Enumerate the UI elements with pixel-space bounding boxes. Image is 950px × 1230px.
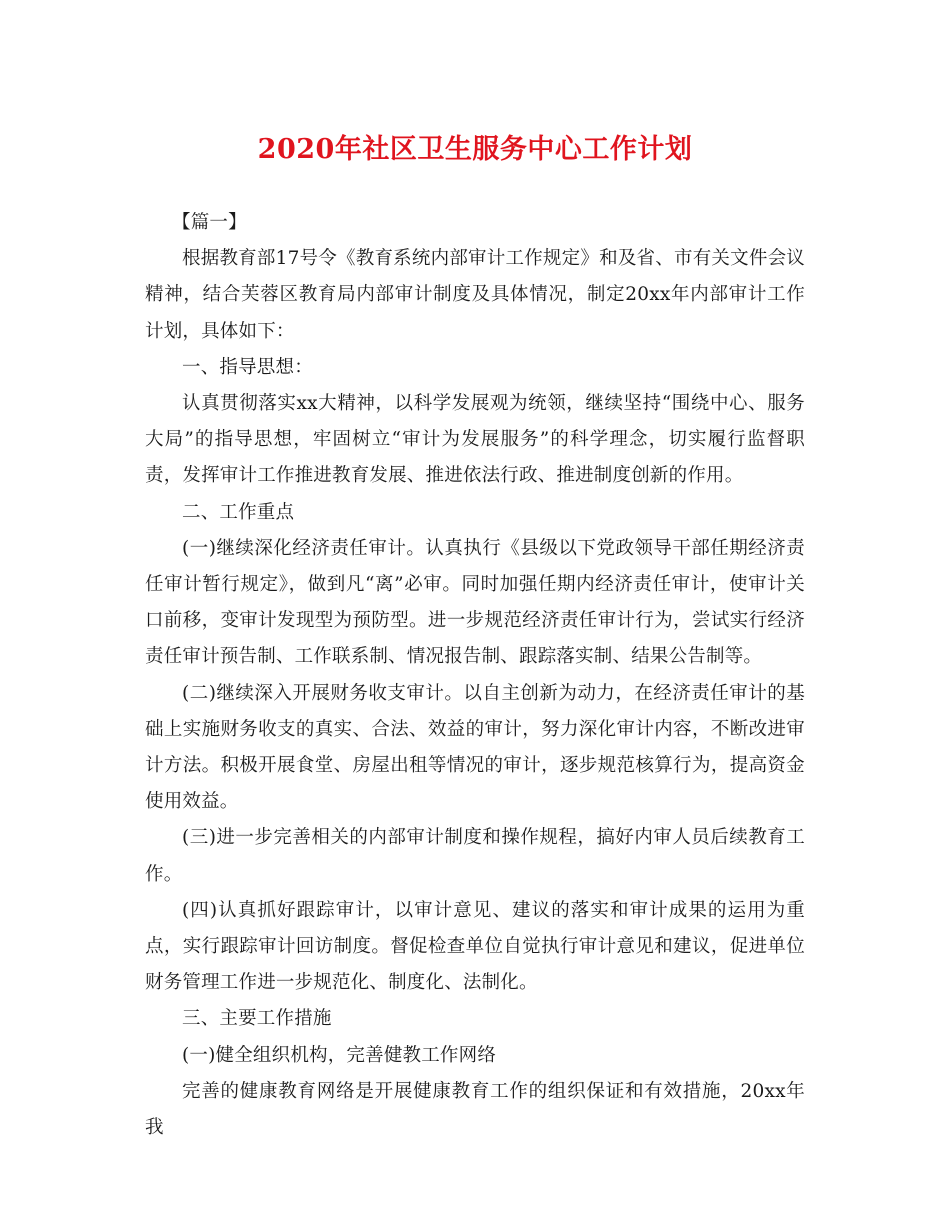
document-body bbox=[145, 205, 805, 1146]
section-marker: 【篇一】 bbox=[172, 212, 247, 233]
heading-work-focus: 二、工作重点 bbox=[182, 501, 295, 523]
paragraph-intro: 根据教育部17号令《教育系统内部审计工作规定》和及省、市有关文件会议精神，结合芙蓉区教育局内部审计制度及具体情况，制定20xx年内部审计工作计划，具体如下： bbox=[145, 248, 805, 342]
paragraph-focus-3: (三)进一步完善相关的内部审计制度和操作规程，搞好内审人员后续教育工作。 bbox=[145, 827, 805, 885]
paragraph-focus-2: (二)继续深入开展财务收支审计。以自主创新为动力，在经济责任审计的基础上实施财务收支的真实、合法、效益的审计，努力深化审计内容，不断改进审计方法。积极开展食堂、房屋出租等情况的审计，逐步规范核算行为，提高资金使用效益。 bbox=[145, 682, 805, 813]
paragraph-measure-1-heading: (一)健全组织机构，完善健教工作网络 bbox=[182, 1044, 497, 1066]
heading-guiding-thought: 一、指导思想： bbox=[182, 356, 313, 378]
document-title: 2020年社区卫生服务中心工作计划 bbox=[257, 134, 693, 165]
paragraph-focus-1: (一)继续深化经济责任审计。认真执行《县级以下党政领导干部任期经济责任审计暂行规定》，做到凡“离”必审。同时加强任期内经济责任审计，使审计关口前移，变审计发现型为预防型。进一步规范经济责任审计行为，尝试实行经济责任审计预告制、工作联系制、情况报告制、跟踪落实制、结果公告制等。 bbox=[145, 537, 805, 668]
paragraph-focus-4: (四)认真抓好跟踪审计，以审计意见、建议的落实和审计成果的运用为重点，实行跟踪审计回访制度。督促检查单位自觉执行审计意见和建议，促进单位财务管理工作进一步规范化、制度化、法制化。 bbox=[145, 899, 805, 994]
paragraph-measure-1: 完善的健康教育网络是开展健康教育工作的组织保证和有效措施，20xx年我 bbox=[145, 1080, 805, 1139]
heading-main-measures: 三、主要工作措施 bbox=[182, 1008, 332, 1030]
paragraph-guiding-thought: 认真贯彻落实xx大精神，以科学发展观为统领，继续坚持“围绕中心、服务大局”的指导思想，牢固树立“审计为发展服务”的科学理念，切实履行监督职责，发挥审计工作推进教育发展、推进依法行政、推进制度创新的作用。 bbox=[145, 393, 805, 487]
